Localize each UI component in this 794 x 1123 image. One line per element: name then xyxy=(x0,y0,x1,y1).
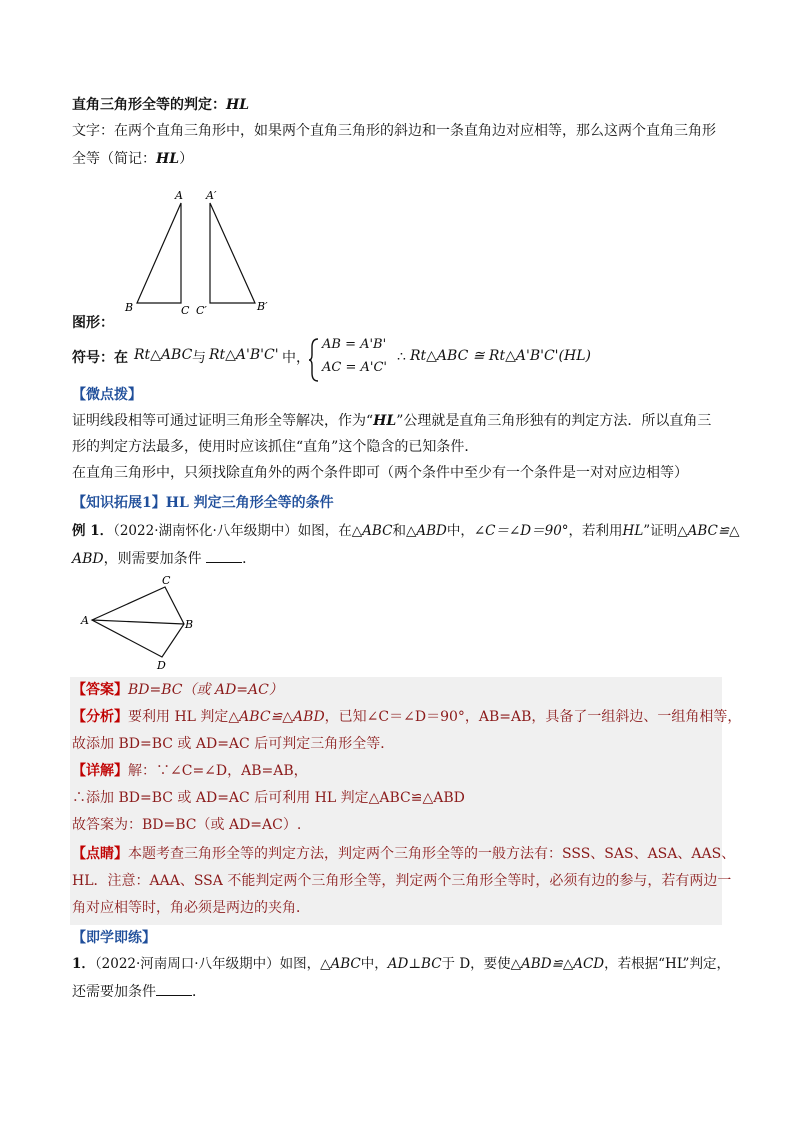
label-a: A xyxy=(175,189,183,202)
example-number: 例 1． xyxy=(72,523,114,539)
question-blank[interactable] xyxy=(156,981,192,996)
figure-kite xyxy=(76,573,206,673)
q1-c: 于 D，要使 xyxy=(441,956,511,972)
heading-hl: HL xyxy=(226,97,250,113)
analysis-line-2: 故添加 BD=BC 或 AD=AC 后可判定三角形全等． xyxy=(72,736,395,752)
ex1-b: 和 xyxy=(392,523,406,539)
detail-tag: 【详解】 xyxy=(72,763,128,779)
tip-line-1 xyxy=(72,410,722,432)
text-line-2-a: 全等（简记： xyxy=(72,151,156,167)
symbol-rt2: Rt△A'B'C' xyxy=(209,347,279,363)
extension-title: 【知识拓展1】HL 判定三角形全等的条件 xyxy=(72,495,334,511)
label-c-prime: C′ xyxy=(196,304,207,317)
brace-icon xyxy=(308,337,320,383)
analysis-t: △ABC≌△ABD xyxy=(228,709,325,725)
answer-tag: 【答案】 xyxy=(72,682,128,698)
section-heading xyxy=(72,94,722,116)
ex1-d: ，若利用 xyxy=(568,523,623,539)
symbol-therefore: ∴ xyxy=(397,349,406,365)
q1-t1: △ABC xyxy=(320,956,361,972)
ex1-t2: △ABD xyxy=(405,523,447,539)
comment-line-3: 角对应相等时，角必须是两边的夹角． xyxy=(72,900,310,916)
symbol-block xyxy=(72,335,722,383)
question-1-line-1 xyxy=(72,953,730,975)
tip-line-1-hl: HL xyxy=(373,413,397,429)
label-a-prime: A′ xyxy=(206,189,217,202)
symbol-yu: 与 xyxy=(192,350,206,366)
answer-text: BD=BC（或 AD=AC） xyxy=(128,682,283,698)
q1-end: ． xyxy=(192,984,206,1000)
symbol-eq1: AB = A'B' xyxy=(322,337,387,352)
tip-line-2: 形的判定方法最多，使用时应该抓住“直角”这个隐含的已知条件． xyxy=(72,439,479,455)
symbol-result: Rt△ABC ≅ Rt△A'B'C'(HL) xyxy=(410,348,591,364)
text-line-1: 文字：在两个直角三角形中，如果两个直角三角形的斜边和一条直角边对应相等，那么这两个直角三角形 xyxy=(72,123,716,139)
ex1-t1: △ABC xyxy=(351,523,393,539)
diagonal-ab xyxy=(92,620,184,624)
analysis-tag: 【分析】 xyxy=(72,709,128,725)
label-b-prime: B′ xyxy=(257,300,268,313)
tip-title: 【微点拨】 xyxy=(72,387,142,403)
q1-a: （2022·河南周口·八年级期中）如图， xyxy=(94,956,321,972)
figure-right-triangles xyxy=(115,183,285,318)
comment-line-2: HL．注意：AAA、SSA 不能判定两个三角形全等，判定两个三角形全等时，必须有边的参与，若有两边一 xyxy=(72,873,732,889)
ex1-f: △ABC≌△ xyxy=(677,523,740,539)
ex1-c: 中， xyxy=(446,523,474,539)
detail-text: 解：∵∠C=∠D，AB=AB， xyxy=(128,763,308,779)
tip-line-3: 在直角三角形中，只须找除直角外的两个条件即可（两个条件中至少有一个条件是一对对应边相等） xyxy=(72,465,688,481)
question-1-line-2 xyxy=(72,981,722,1003)
detail-line-3: 故答案为：BD=BC（或 AD=AC）. xyxy=(72,817,302,833)
example-1-line-1 xyxy=(72,520,740,542)
ex1-line2-b: ，则需要加条件 xyxy=(103,551,202,567)
tip-line-1-a: 证明线段相等可通过证明三角形全等解决，作为“ xyxy=(72,413,374,429)
label-c: C xyxy=(162,574,171,587)
text-line-2 xyxy=(72,148,722,170)
ex1-e: ”证明 xyxy=(643,523,678,539)
q1-t2: △ABD≌△ACD xyxy=(510,956,605,972)
practice-title: 【即学即练】 xyxy=(72,930,156,946)
label-d: D xyxy=(157,659,166,672)
symbol-prefix: 符号：在 xyxy=(72,350,128,366)
q1-ad: AD⊥BC xyxy=(387,956,442,972)
ex1-line2-a: ABD xyxy=(72,551,104,567)
comment-line-1 xyxy=(72,843,736,865)
triangle-a2b2c2 xyxy=(210,203,255,303)
ex1-hl: HL xyxy=(622,523,644,539)
label-b: B xyxy=(185,618,194,631)
q1-b: 中， xyxy=(360,956,388,972)
triangle-abc xyxy=(137,203,181,303)
q1-line2-text: 还需要加条件 xyxy=(72,984,156,1000)
symbol-zhong: 中， xyxy=(282,350,310,366)
heading-text: 直角三角形全等的判定： xyxy=(72,97,226,113)
detail-line-1 xyxy=(72,760,722,782)
label-c: C xyxy=(181,304,190,317)
analysis-line-1 xyxy=(72,706,742,728)
answer-line xyxy=(72,679,722,701)
symbol-rt1: Rt△ABC xyxy=(134,347,193,363)
label-b: B xyxy=(125,301,134,314)
figure-label: 图形： xyxy=(72,315,114,331)
comment-text: 本题考查三角形全等的判定方法，判定两个三角形全等的一般方法有：SSS、SAS、ASA、AAS、 xyxy=(128,846,736,862)
analysis-b: ，已知∠C＝∠D＝90°，AB=AB，具备了一组斜边、一组角相等， xyxy=(324,709,742,725)
tip-line-1-b: ”公理就是直角三角形独有的判定方法．所以直角三 xyxy=(396,413,712,429)
text-line-2-b: ） xyxy=(179,151,194,167)
example-1-line-2: ABD，则需要加条件 ． xyxy=(72,548,722,570)
label-a: A xyxy=(81,614,89,627)
detail-line-2: ∴添加 BD=BC 或 AD=AC 后可利用 HL 判定△ABC≌△ABD xyxy=(72,790,465,806)
symbol-eq2: AC = A'C' xyxy=(322,360,387,375)
question-number: 1． xyxy=(72,956,95,972)
text-line-2-hl: HL xyxy=(156,151,180,167)
analysis-a: 要利用 HL 判定 xyxy=(128,709,229,725)
answer-blank[interactable] xyxy=(206,548,242,563)
ex1-a: （2022·湖南怀化·八年级期中）如图，在 xyxy=(113,523,352,539)
ex1-ang: ∠C＝∠D＝90° xyxy=(473,523,569,539)
q1-d: ，若根据“HL”判定， xyxy=(604,956,730,972)
comment-tag: 【点睛】 xyxy=(72,846,128,862)
